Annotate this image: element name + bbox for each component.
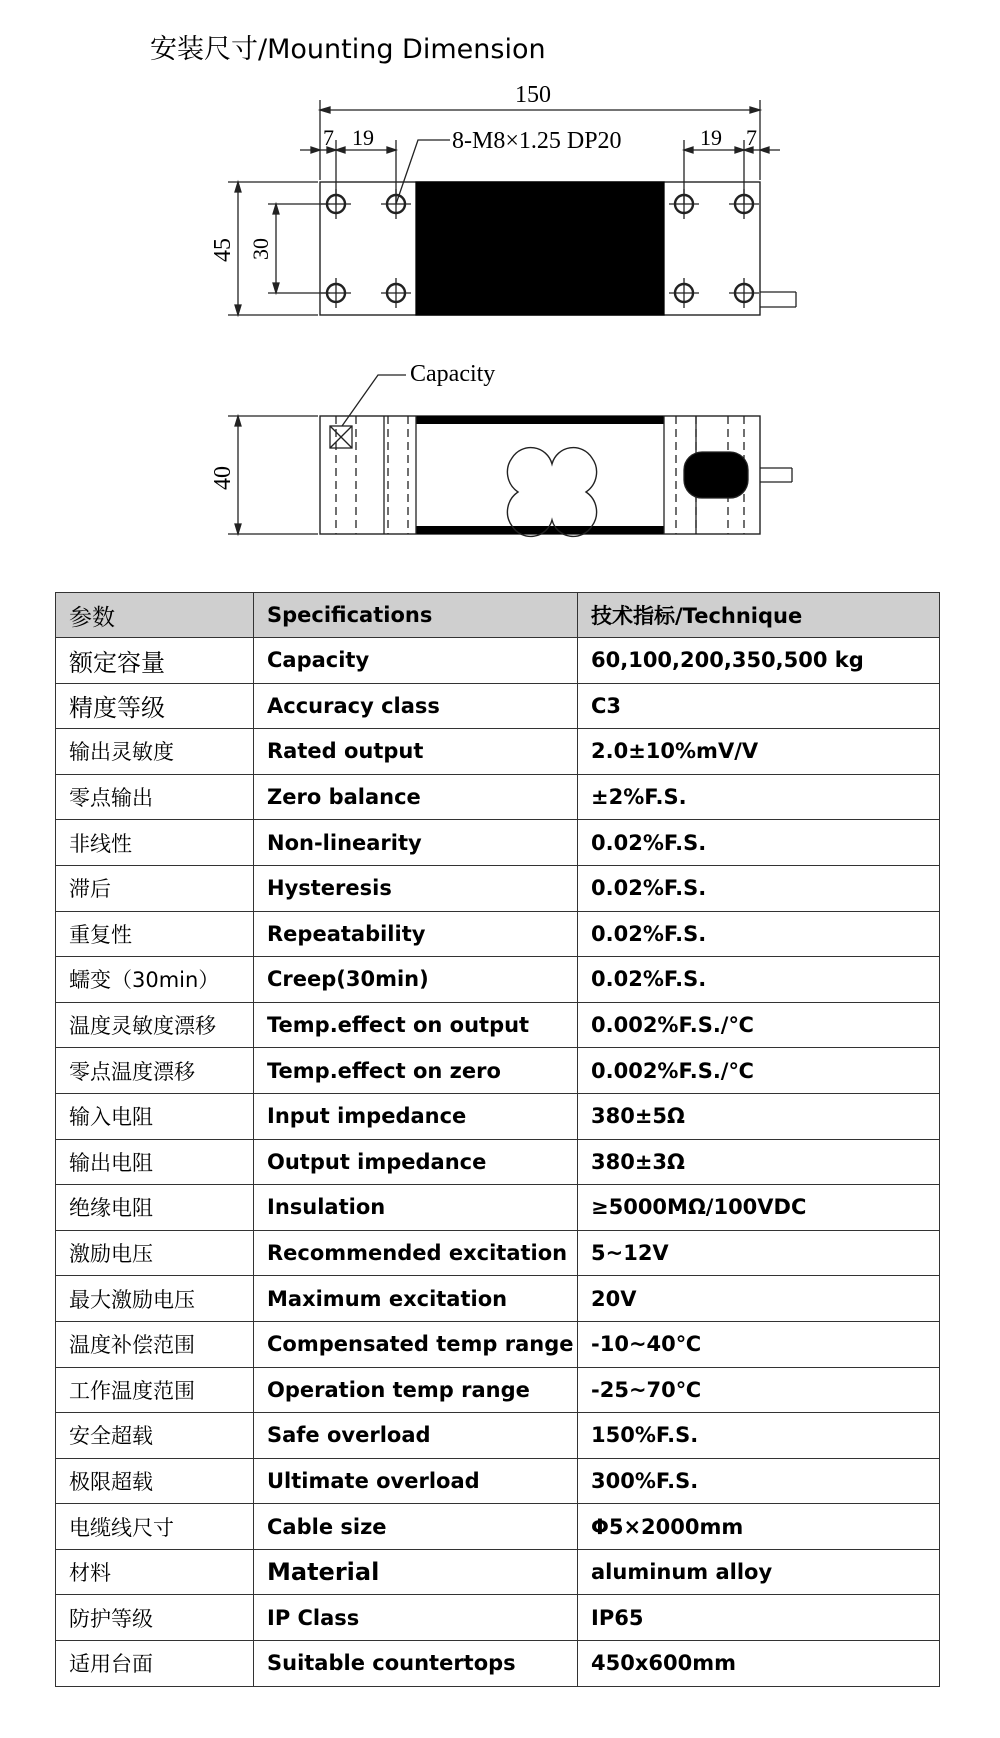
strain-gauge-cover: [416, 182, 664, 315]
spec-name-zh: 输出电阻: [56, 1139, 254, 1185]
spec-name-en: Hysteresis: [254, 865, 578, 911]
spec-name-en: Temp.effect on output: [254, 1002, 578, 1048]
capacity-callout-label: Capacity: [410, 361, 496, 387]
spec-name-zh: 最大激励电压: [56, 1276, 254, 1322]
spec-value: 380±5Ω: [578, 1093, 940, 1139]
spec-value: 150%F.S.: [578, 1413, 940, 1459]
spec-name-en: Insulation: [254, 1185, 578, 1231]
table-row: [56, 774, 940, 820]
spec-name-zh: 激励电压: [56, 1230, 254, 1276]
spec-name-en: Safe overload: [254, 1413, 578, 1459]
table-row: [56, 911, 940, 957]
spec-name-en: Capacity: [254, 638, 578, 684]
spec-name-en: Zero balance: [254, 774, 578, 820]
dim-150-label: 150: [515, 82, 551, 108]
header-cell-param: 参数: [56, 593, 254, 638]
spec-value: Φ5×2000mm: [578, 1504, 940, 1550]
spec-value: IP65: [578, 1595, 940, 1641]
table-row: [56, 1504, 940, 1550]
mounting-dimension-drawing: [0, 70, 1000, 560]
table-row: [56, 1185, 940, 1231]
dim-19-left-label: 19: [352, 125, 374, 150]
table-row: [56, 683, 940, 729]
spec-name-zh: 非线性: [56, 820, 254, 866]
spec-name-zh: 输入电阻: [56, 1093, 254, 1139]
table-row: [56, 1413, 940, 1459]
spec-name-zh: 蠕变（30min）: [56, 957, 254, 1003]
spec-value: 60,100,200,350,500 kg: [578, 638, 940, 684]
page-title: 安装尺寸/Mounting Dimension: [150, 34, 546, 65]
spec-name-zh: 温度灵敏度漂移: [56, 1002, 254, 1048]
spec-name-zh: 安全超载: [56, 1413, 254, 1459]
spec-name-en: Temp.effect on zero: [254, 1048, 578, 1094]
spec-value: 300%F.S.: [578, 1458, 940, 1504]
spec-name-en: Output impedance: [254, 1139, 578, 1185]
spec-name-zh: 防护等级: [56, 1595, 254, 1641]
spec-value: 5~12V: [578, 1230, 940, 1276]
spec-name-zh: 重复性: [56, 911, 254, 957]
table-row: [56, 729, 940, 775]
table-row: [56, 1139, 940, 1185]
table-row: [56, 1367, 940, 1413]
spec-name-en: Creep(30min): [254, 957, 578, 1003]
top-view: [210, 82, 796, 315]
spec-value: aluminum alloy: [578, 1549, 940, 1595]
spec-name-en: Operation temp range: [254, 1367, 578, 1413]
spec-name-zh: 绝缘电阻: [56, 1185, 254, 1231]
spec-name-zh: 温度补偿范围: [56, 1321, 254, 1367]
spec-name-en: Suitable countertops: [254, 1641, 578, 1687]
spec-value: 0.02%F.S.: [578, 911, 940, 957]
spec-value: -25~70℃: [578, 1367, 940, 1413]
table-row: [56, 1458, 940, 1504]
spec-name-en: Non-linearity: [254, 820, 578, 866]
table-row: [56, 638, 940, 684]
spec-value: 0.02%F.S.: [578, 820, 940, 866]
spec-name-en: Recommended excitation: [254, 1230, 578, 1276]
spec-name-en: Compensated temp range: [254, 1321, 578, 1367]
spec-name-zh: 适用台面: [56, 1641, 254, 1687]
spec-name-zh: 零点输出: [56, 774, 254, 820]
header-cell-technique: 技术指标/Technique: [578, 593, 940, 638]
header-cell-spec: Specifications: [254, 593, 578, 638]
mounting-hole: [669, 278, 699, 308]
spec-name-zh: 精度等级: [56, 683, 254, 729]
spec-value: -10~40℃: [578, 1321, 940, 1367]
spec-value: 450x600mm: [578, 1641, 940, 1687]
spec-name-en: Input impedance: [254, 1093, 578, 1139]
table-row: [56, 1048, 940, 1094]
table-row: [56, 865, 940, 911]
spec-value: 0.002%F.S./℃: [578, 1048, 940, 1094]
dim-7-right-label: 7: [746, 125, 757, 150]
thread-callout-label: 8-M8×1.25 DP20: [452, 128, 622, 154]
cable-gland: [684, 452, 748, 498]
spec-value: 380±3Ω: [578, 1139, 940, 1185]
dim-19-right-label: 19: [700, 125, 722, 150]
table-header-row: [56, 593, 940, 638]
spec-name-zh: 工作温度范围: [56, 1367, 254, 1413]
spec-name-en: Maximum excitation: [254, 1276, 578, 1322]
mounting-hole: [729, 278, 759, 308]
table-row: [56, 1093, 940, 1139]
dim-40-label: 40: [210, 466, 236, 490]
table-row: [56, 1641, 940, 1687]
spec-value: C3: [578, 683, 940, 729]
table-row: [56, 1321, 940, 1367]
spec-value: 0.02%F.S.: [578, 957, 940, 1003]
spec-name-en: Rated output: [254, 729, 578, 775]
spec-value: ≥5000MΩ/100VDC: [578, 1185, 940, 1231]
table-row: [56, 957, 940, 1003]
table-row: [56, 1595, 940, 1641]
table-row: [56, 1230, 940, 1276]
spec-value: 2.0±10%mV/V: [578, 729, 940, 775]
spec-name-en: Ultimate overload: [254, 1458, 578, 1504]
spec-value: 0.002%F.S./℃: [578, 1002, 940, 1048]
dim-30-label: 30: [248, 238, 273, 260]
table-row: [56, 820, 940, 866]
dim-45-label: 45: [210, 238, 236, 262]
spec-name-zh: 额定容量: [56, 638, 254, 684]
table-row: [56, 1549, 940, 1595]
spec-name-zh: 零点温度漂移: [56, 1048, 254, 1094]
spec-value: 20V: [578, 1276, 940, 1322]
spec-name-en: Accuracy class: [254, 683, 578, 729]
spec-name-en: Cable size: [254, 1504, 578, 1550]
spec-name-en: Material: [254, 1549, 578, 1595]
side-view: [210, 361, 792, 536]
spec-value: ±2%F.S.: [578, 774, 940, 820]
spec-value: 0.02%F.S.: [578, 865, 940, 911]
spec-name-zh: 输出灵敏度: [56, 729, 254, 775]
specification-table: [55, 592, 940, 1687]
dim-7-left-label: 7: [323, 125, 334, 150]
spec-name-zh: 滞后: [56, 865, 254, 911]
table-row: [56, 1276, 940, 1322]
spec-name-en: IP Class: [254, 1595, 578, 1641]
mounting-hole: [381, 278, 411, 308]
spec-name-zh: 极限超载: [56, 1458, 254, 1504]
spec-name-zh: 电缆线尺寸: [56, 1504, 254, 1550]
spec-name-zh: 材料: [56, 1549, 254, 1595]
clover-cutout: [507, 448, 596, 537]
table-row: [56, 1002, 940, 1048]
spec-name-en: Repeatability: [254, 911, 578, 957]
